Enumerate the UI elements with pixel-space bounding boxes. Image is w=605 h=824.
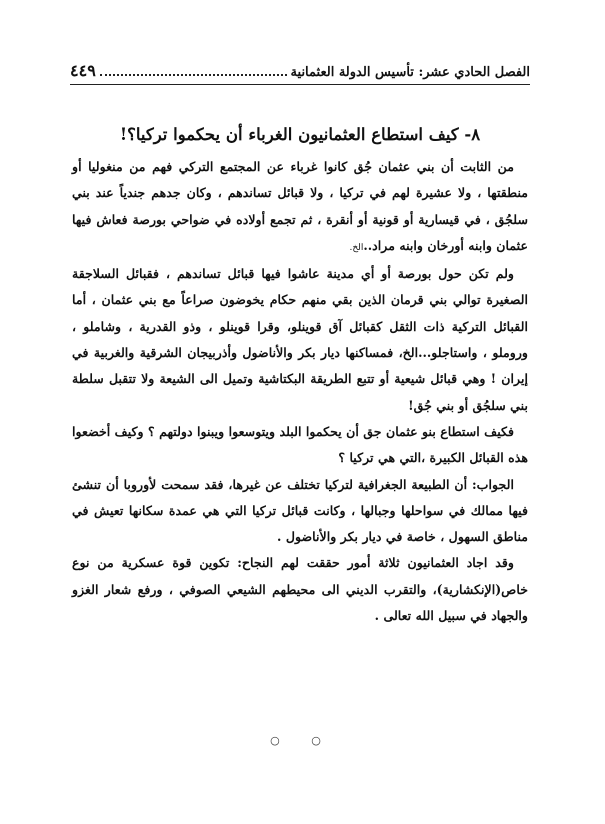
paragraph-5: وقد اجاد العثمانيون ثلاثة أمور حققت لهم النجاح: تكوين قوة عسكرية من نوع خاص(الإنكشارية)، والتقرب الديني الى محيطهم الشيعي الصوفي ، ورفع شعار الغزو والجهاد في سبيل الله تعالى .: [72, 555, 528, 624]
paragraph-1: [72, 154, 528, 261]
paragraph-3: فكيف استطاع بنو عثمان جق أن يحكموا البلد ويتوسعوا ويبنوا دولتهم ؟ وكيف أخضعوا هذه القبائل الكبيرة ،التي هي تركيا ؟: [72, 423, 528, 466]
page-number: ٤٤٩: [70, 61, 96, 80]
paragraph-1-text: من الثابت أن بني عثمان جُق كانوا غرباء عن المجتمع التركي فهم من منغوليا أو منطقتها ، ولا عشيرة لهم في تركيا ، ولا قبائل تساندهم ، وكان جدهم جندياً عند بني سلجُق ، في قيسارية أو قونية أو أنقرة ، ثم تجمع أولاده في ضواحي بورصة فعاش فيها عثمان وابنه أورخان وابنه مراد..: [72, 159, 528, 253]
paragraph-4: الجواب: أن الطبيعة الجغرافية لتركيا تختلف عن غيرها، فقد سمحت لأوروبا أن تنشئ فيها ممالك في سواحلها وجبالها ، وكانت قبائل تركيا التي هي عمدة سكانها تعيش في مناطق السهول ، خاصة في ديار بكر والأناضول .: [72, 476, 528, 545]
header-rule: [70, 84, 530, 85]
paragraph-1-etc: الخ.: [349, 242, 364, 253]
paragraph-2: ولم تكن حول بورصة أو أي مدينة عاشوا فيها قبائل تساندهم ، فقبائل السلاجقة الصغيرة توالي بني قرمان الذين بقي منهم حكام يخوضون صراعاً مع بني عثمان ، أما القبائل التركية ذات الثقل كقبائل آق قوينلو، وقرا قوينلو ، وذو القدرية ، وشاملو ، وروملو ، واستاجلو...الخ، فمساكنها ديار بكر والأناضول وأذربيجان الشرقية والغربية في إيران ! وهي قبائل شيعية أو تتبع الطريقة البكتاشية وتميل الى الشيعة ولا تتقبل سلطة بني سلجُق أو بني جُق!: [72, 266, 528, 413]
section-end-marks: ○ ○: [270, 734, 335, 747]
chapter-title: الفصل الحادي عشر: تأسيس الدولة العثمانية: [290, 65, 530, 80]
running-header: [70, 58, 530, 80]
section-body: [72, 122, 528, 629]
header-leader-dots: [100, 73, 287, 76]
section-heading: ٨- كيف استطاع العثمانيون الغرباء أن يحكموا تركيا؟!: [119, 125, 481, 144]
